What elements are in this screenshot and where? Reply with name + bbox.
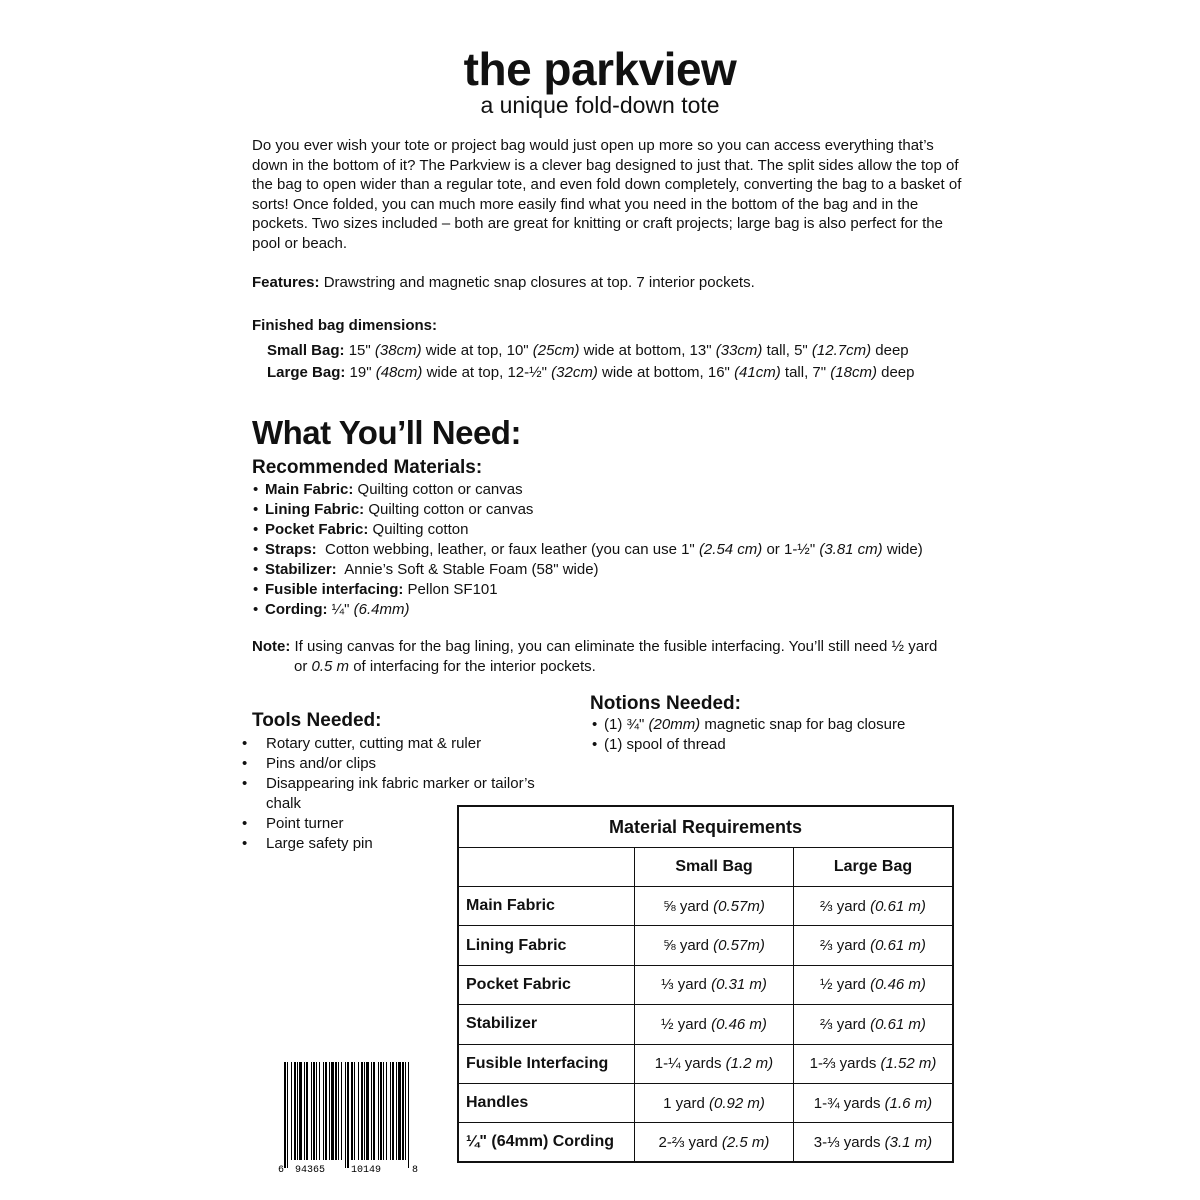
list-item: • Pocket Fabric: Quilting cotton <box>253 521 469 538</box>
barcode-bar <box>287 1062 288 1168</box>
barcode-bar <box>284 1062 286 1168</box>
large-bag-cell: ⅔ yard (0.61 m) <box>794 1005 954 1044</box>
barcode-bars <box>284 1062 409 1168</box>
barcode-bar <box>316 1062 317 1160</box>
large-bag-dimensions <box>267 362 914 384</box>
large-bag-label: Large Bag: <box>267 364 346 381</box>
small-bag-cell: 1-¼ yards (1.2 m) <box>635 1044 794 1083</box>
list-item: • Large safety pin <box>242 835 373 852</box>
table-row <box>458 887 953 926</box>
page-title: the parkview <box>463 43 737 95</box>
row-label: Stabilizer <box>458 1005 635 1044</box>
dim-text: wide at bottom, 16" <box>601 364 730 381</box>
dimensions-list <box>267 340 914 384</box>
barcode-digit: 8 <box>412 1165 418 1174</box>
barcode-bar <box>398 1062 401 1160</box>
table-row <box>458 1083 953 1122</box>
dim-text: wide at top, 12-½" <box>426 364 547 381</box>
barcode-bar <box>297 1062 298 1160</box>
barcode-bar <box>371 1062 372 1160</box>
material-requirements-table <box>457 805 954 1163</box>
barcode-bar <box>311 1062 312 1160</box>
barcode-digit: 6 <box>278 1165 285 1174</box>
dim-text: tall, 5" <box>766 342 808 359</box>
barcode-bar <box>402 1062 404 1160</box>
barcode-bar <box>291 1062 292 1160</box>
barcode-bar <box>361 1062 363 1160</box>
list-item: • Rotary cutter, cutting mat & ruler <box>242 735 482 752</box>
barcode-bar <box>347 1062 349 1168</box>
small-bag-cell: ⅝ yard (0.57m) <box>635 887 794 926</box>
barcode <box>278 1062 418 1174</box>
barcode-bar <box>390 1062 391 1160</box>
list-item: • (1) ¾" (20mm) magnetic snap for bag closure <box>592 716 906 733</box>
list-item: • Fusible interfacing: Pellon SF101 <box>253 581 498 598</box>
list-item: • Stabilizer: Annie’s Soft & Stable Foam (58" wide) <box>253 561 599 578</box>
barcode-bar <box>358 1062 359 1160</box>
barcode-bar <box>306 1062 308 1160</box>
barcode-bar <box>364 1062 365 1160</box>
barcode-bar <box>354 1062 355 1160</box>
dimensions-heading: Finished bag dimensions: <box>252 317 438 334</box>
notions-heading: Notions Needed: <box>590 693 741 714</box>
list-item: • Straps: Cotton webbing, leather, or faux leather (you can use 1" (2.54 cm) or 1-½" (3.81 cm) wide) <box>253 541 923 558</box>
table-row <box>458 1044 953 1083</box>
barcode-bar <box>304 1062 305 1160</box>
row-label: Main Fabric <box>458 887 635 926</box>
barcode-bar <box>319 1062 320 1160</box>
table-row <box>458 1005 953 1044</box>
dim-metric: (33cm) <box>715 342 763 359</box>
large-bag-cell: ⅔ yard (0.61 m) <box>794 926 954 965</box>
barcode-bar <box>351 1062 353 1160</box>
dim-text: deep <box>881 364 915 381</box>
tools-heading: Tools Needed: <box>252 710 382 731</box>
large-bag-cell: 3-⅓ yards (3.1 m) <box>794 1123 954 1162</box>
barcode-bar <box>294 1062 296 1160</box>
small-bag-label: Small Bag: <box>267 342 345 359</box>
small-bag-dimensions <box>267 340 914 362</box>
dim-metric: (25cm) <box>532 342 580 359</box>
small-bag-cell: 1 yard (0.92 m) <box>635 1083 794 1122</box>
list-item: • Main Fabric: Quilting cotton or canvas <box>253 481 523 498</box>
barcode-bar <box>380 1062 382 1160</box>
table-row <box>458 1123 953 1162</box>
dim-metric: (32cm) <box>551 364 598 381</box>
large-bag-cell: 1-¾ yards (1.6 m) <box>794 1083 954 1122</box>
dim-text: 19" <box>349 364 372 381</box>
barcode-bar <box>373 1062 375 1160</box>
what-you-need-heading: What You’ll Need: <box>252 414 521 451</box>
list-item: • Point turner <box>242 815 344 832</box>
dim-metric: (38cm) <box>374 342 422 359</box>
notions-list <box>592 715 905 755</box>
column-header: Small Bag <box>635 848 794 887</box>
features-text: Drawstring and magnetic snap closures at top. 7 interior pockets. <box>323 274 755 291</box>
table-row <box>458 965 953 1004</box>
note-label: Note: <box>252 638 291 655</box>
barcode-bar <box>341 1062 342 1160</box>
barcode-bar <box>331 1062 334 1160</box>
materials-list <box>253 480 923 620</box>
note-line-2: or 0.5 m of interfacing for the interior pockets. <box>294 657 596 675</box>
dim-metric: (41cm) <box>734 364 781 381</box>
barcode-bar <box>378 1062 379 1160</box>
column-header <box>458 848 635 887</box>
barcode-bar <box>386 1062 387 1160</box>
recommended-materials-heading: Recommended Materials: <box>252 457 483 478</box>
page-subtitle: a unique fold-down tote <box>480 92 720 118</box>
barcode-bar <box>345 1062 346 1168</box>
list-item: • Pins and/or clips <box>242 755 377 772</box>
dim-text: 15" <box>348 342 371 359</box>
list-item: • Cording: ¼" (6.4mm) <box>253 601 410 618</box>
dim-text: deep <box>875 342 909 359</box>
barcode-digit: 10149 <box>351 1165 382 1174</box>
barcode-bar <box>366 1062 369 1160</box>
barcode-bar <box>396 1062 397 1160</box>
barcode-bar <box>392 1062 394 1160</box>
features-line <box>252 273 755 293</box>
dim-text: tall, 7" <box>784 364 827 381</box>
note-block <box>252 637 967 676</box>
dim-text: wide at bottom, 13" <box>583 342 712 359</box>
large-bag-cell: 1-⅔ yards (1.52 m) <box>794 1044 954 1083</box>
barcode-bar <box>329 1062 330 1160</box>
barcode-bar <box>313 1062 315 1160</box>
dim-metric: (12.7cm) <box>811 342 872 359</box>
dim-metric: (18cm) <box>830 364 877 381</box>
large-bag-cell: ⅔ yard (0.61 m) <box>794 887 954 926</box>
dim-text: wide at top, 10" <box>425 342 529 359</box>
small-bag-cell: 2-⅔ yard (2.5 m) <box>635 1123 794 1162</box>
list-item: • Disappearing ink fabric marker or tailor’s chalk <box>242 775 535 812</box>
barcode-digit: 94365 <box>295 1165 326 1174</box>
small-bag-cell: ⅝ yard (0.57m) <box>635 926 794 965</box>
large-bag-cell: ½ yard (0.46 m) <box>794 965 954 1004</box>
barcode-bar <box>408 1062 409 1168</box>
intro-paragraph: Do you ever wish your tote or project bag would just open up more so you can access everything that’s down in the bottom of it? The Parkview is a clever bag designed to just that. The split sides allow the top of the bag to open wider than a regular tote, and even fold down completely, converting the bag to a basket of sorts! Once folded, you can much more easily find what you need in the bottom of the bag and in the pockets. Two sizes included – both are great for knitting or craft projects; large bag is also perfect for the pool or beach. <box>252 137 962 252</box>
table-row <box>458 926 953 965</box>
barcode-bar <box>335 1062 337 1160</box>
barcode-bar <box>325 1062 327 1160</box>
barcode-bar <box>323 1062 324 1160</box>
column-header: Large Bag <box>794 848 954 887</box>
barcode-bar <box>299 1062 302 1160</box>
list-item: • (1) spool of thread <box>592 736 726 753</box>
barcode-bar <box>383 1062 384 1160</box>
row-label: Fusible Interfacing <box>458 1044 635 1083</box>
table-title: Material Requirements <box>458 806 953 848</box>
row-label: ¼" (64mm) Cording <box>458 1123 635 1162</box>
row-label: Pocket Fabric <box>458 965 635 1004</box>
row-label: Lining Fabric <box>458 926 635 965</box>
note-line-1: If using canvas for the bag lining, you can eliminate the fusible interfacing. You’ll still need ½ yard <box>294 638 938 655</box>
small-bag-cell: ½ yard (0.46 m) <box>635 1005 794 1044</box>
list-item: • Lining Fabric: Quilting cotton or canvas <box>253 501 534 518</box>
features-label: Features: <box>252 274 320 291</box>
small-bag-cell: ⅓ yard (0.31 m) <box>635 965 794 1004</box>
barcode-bar <box>338 1062 339 1160</box>
row-label: Handles <box>458 1083 635 1122</box>
dim-metric: (48cm) <box>375 364 423 381</box>
barcode-bar <box>405 1062 406 1160</box>
